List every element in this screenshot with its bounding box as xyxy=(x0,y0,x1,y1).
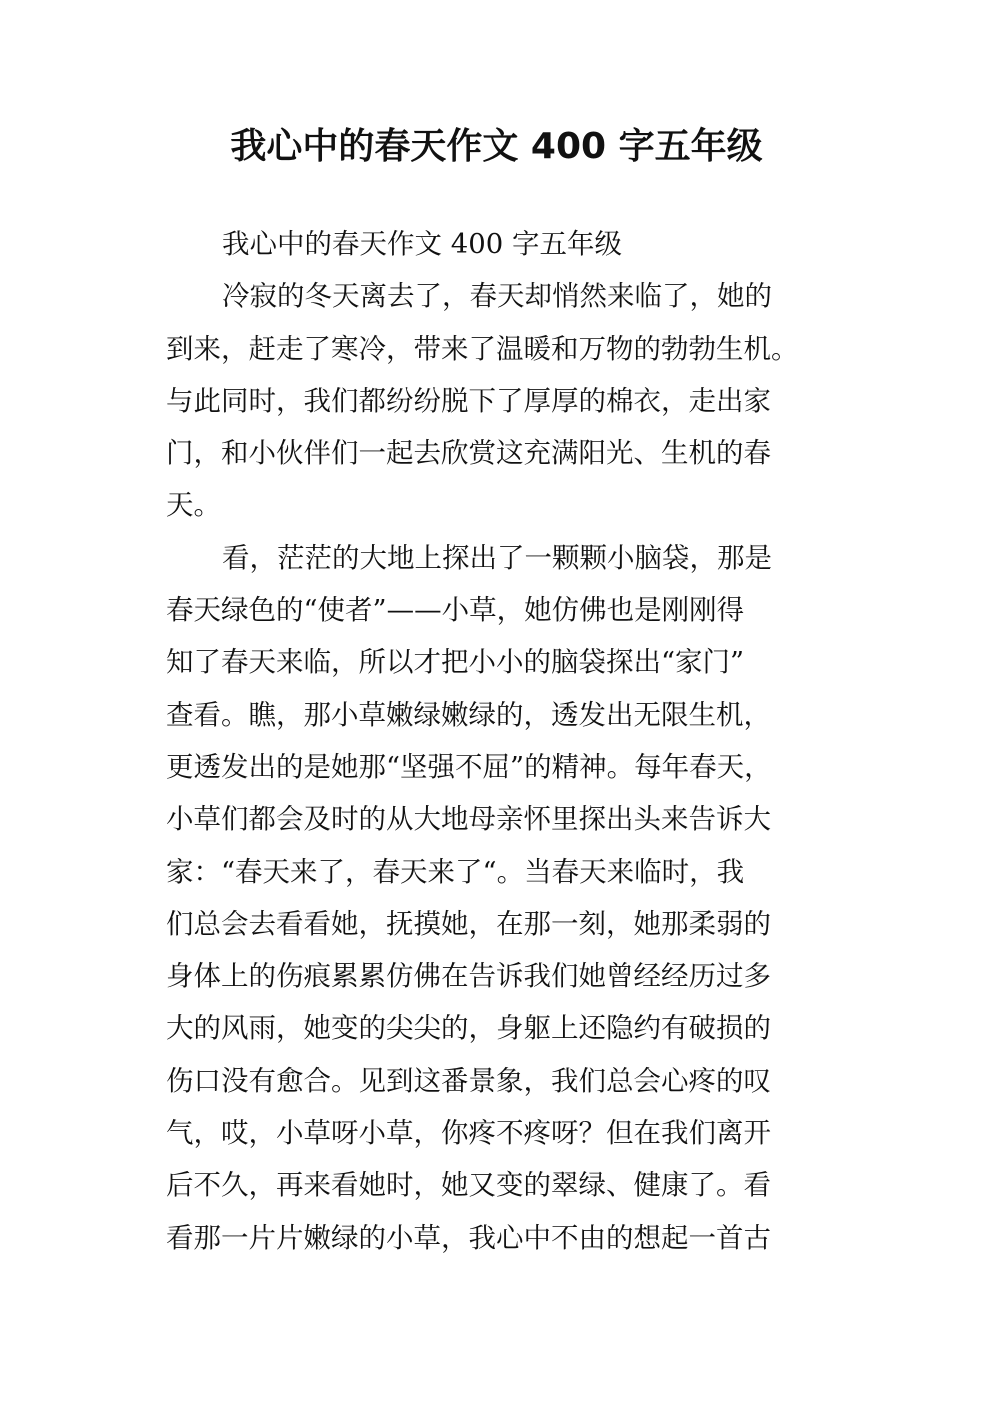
body-line: 身体上的伤痕累累仿佛在告诉我们她曾经经历过多 xyxy=(166,960,771,993)
body-line: 小草们都会及时的从大地母亲怀里探出头来告诉大 xyxy=(166,803,771,836)
document-title: 我心中的春天作文 400 字五年级 xyxy=(230,126,763,167)
body-line: 伤口没有愈合。见到这番景象，我们总会心疼的叹 xyxy=(166,1064,771,1097)
body-line: 家：“春天来了，春天来了“。当春天来临时，我 xyxy=(166,855,745,888)
body-line: 后不久，再来看她时，她又变的翠绿、健康了。看 xyxy=(166,1169,771,1202)
body-line: 气，哎，小草呀小草，你疼不疼呀？但在我们离开 xyxy=(166,1117,771,1150)
body-line: 知了春天来临，所以才把小小的脑袋探出“家门” xyxy=(166,646,745,679)
body-line-subtitle: 我心中的春天作文 400 字五年级 xyxy=(222,228,622,260)
body-line: 门，和小伙伴们一起去欣赏这充满阳光、生机的春 xyxy=(166,437,771,470)
body-line: 大的风雨，她变的尖尖的，身躯上还隐约有破损的 xyxy=(166,1012,771,1045)
body-line: 看那一片片嫩绿的小草，我心中不由的想起一首古 xyxy=(166,1221,771,1254)
body-line: 与此同时，我们都纷纷脱下了厚厚的棉衣，走出家 xyxy=(166,384,771,417)
body-line: 到来，赶走了寒冷，带来了温暖和万物的勃勃生机。 xyxy=(166,332,799,365)
body-line: 冷寂的冬天离去了，春天却悄然来临了，她的 xyxy=(222,280,772,313)
document-body xyxy=(166,218,832,1264)
body-line: 查看。瞧，那小草嫩绿嫩绿的，透发出无限生机， xyxy=(166,698,771,731)
body-line: 看，茫茫的大地上探出了一颗颗小脑袋，那是 xyxy=(222,541,772,574)
body-line: 们总会去看看她，抚摸她，在那一刻，她那柔弱的 xyxy=(166,907,771,940)
body-line: 天。 xyxy=(166,489,221,522)
body-line: 春天绿色的“使者”——小草，她仿佛也是刚刚得 xyxy=(166,594,745,627)
body-line: 更透发出的是她那“坚强不屈”的精神。每年春天， xyxy=(166,750,772,783)
